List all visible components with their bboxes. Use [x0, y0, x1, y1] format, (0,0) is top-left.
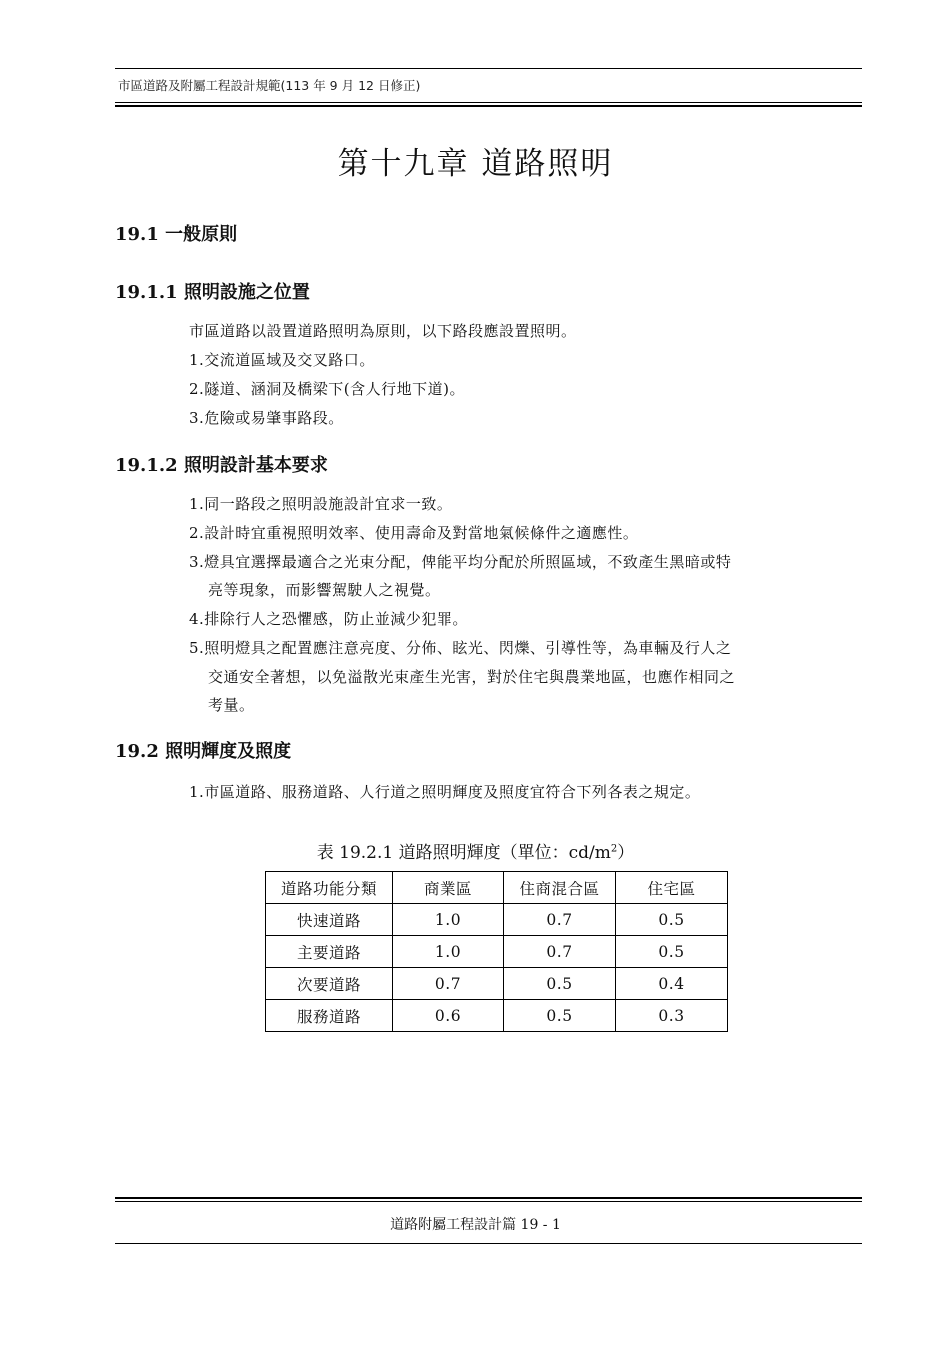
table-header-cell: 住宅區 [616, 872, 728, 904]
table-cell: 1.0 [393, 904, 504, 936]
table-row [266, 968, 728, 1000]
list-item: 1.交流道區域及交叉路口。 [189, 351, 375, 369]
table-cell: 主要道路 [266, 936, 393, 968]
table-caption [0, 838, 951, 863]
header-top-rule [115, 68, 862, 69]
paragraph-line: 市區道路以設置道路照明為原則，以下路段應設置照明。 [189, 322, 577, 340]
chapter-title: 第十九章 道路照明 [337, 146, 614, 182]
list-item: 1.同一路段之照明設施設計宜求一致。 [189, 495, 453, 513]
page-footer: 道路附屬工程設計篇 19 - 1 [390, 1217, 561, 1233]
table-header-cell: 住商混合區 [504, 872, 616, 904]
table-row [266, 936, 728, 968]
footer-top-rule-thick [115, 1197, 862, 1199]
running-header: 市區道路及附屬工程設計規範(113 年 9 月 12 日修正) [118, 78, 421, 93]
table-cell: 0.6 [393, 1000, 504, 1032]
table-cell: 1.0 [393, 936, 504, 968]
header-bottom-rule-thin [115, 102, 862, 103]
table-header-row [266, 872, 728, 904]
section-heading-19-1-2: 19.1.2 照明設計基本要求 [115, 455, 328, 476]
table-cell: 0.5 [504, 968, 616, 1000]
list-item: 5.照明燈具之配置應注意亮度、分佈、眩光、閃爍、引導性等，為車輛及行人之 [189, 639, 732, 657]
section-heading-19-1: 19.1 一般原則 [115, 224, 238, 245]
table-cell: 服務道路 [266, 1000, 393, 1032]
section-heading-19-2: 19.2 照明輝度及照度 [115, 741, 292, 762]
section-heading-19-1-1: 19.1.1 照明設施之位置 [115, 282, 310, 303]
table-row [266, 904, 728, 936]
table-cell: 0.3 [616, 1000, 728, 1032]
list-item-continuation: 考量。 [208, 696, 255, 714]
table-cell: 0.7 [504, 936, 616, 968]
table-cell: 0.7 [504, 904, 616, 936]
table-cell: 0.4 [616, 968, 728, 1000]
table-cell: 0.5 [616, 904, 728, 936]
footer-top-rule-thin [115, 1201, 862, 1202]
list-item: 2.隧道、涵洞及橋梁下(含人行地下道)。 [189, 380, 466, 398]
list-item: 2.設計時宜重視照明效率、使用壽命及對當地氣候條件之適應性。 [189, 524, 639, 542]
table-caption-close: ） [617, 843, 635, 863]
table-cell: 快速道路 [266, 904, 393, 936]
table-cell: 0.7 [393, 968, 504, 1000]
table-header-cell: 道路功能分類 [266, 872, 393, 904]
table-cell: 0.5 [504, 1000, 616, 1032]
table-cell: 0.5 [616, 936, 728, 968]
list-item: 4.排除行人之恐懼感，防止並減少犯罪。 [189, 610, 468, 628]
table-cell: 次要道路 [266, 968, 393, 1000]
table-caption-text: 表 19.2.1 道路照明輝度（單位：cd/m [316, 843, 611, 863]
table-caption-superscript: 2 [610, 843, 618, 855]
list-item-continuation: 亮等現象，而影響駕駛人之視覺。 [208, 581, 441, 599]
footer-bottom-rule [115, 1243, 862, 1244]
list-item: 3.燈具宜選擇最適合之光束分配，俾能平均分配於所照區域，不致產生黑暗或特 [189, 553, 732, 571]
luminance-table [265, 871, 728, 1032]
list-item: 3.危險或易肇事路段。 [189, 409, 344, 427]
table-header-cell: 商業區 [393, 872, 504, 904]
table-row [266, 1000, 728, 1032]
list-item-continuation: 交通安全著想，以免溢散光束產生光害，對於住宅與農業地區，也應作相同之 [208, 668, 736, 686]
list-item: 1.市區道路、服務道路、人行道之照明輝度及照度宜符合下列各表之規定。 [189, 783, 701, 801]
header-bottom-rule-thick [115, 105, 862, 107]
